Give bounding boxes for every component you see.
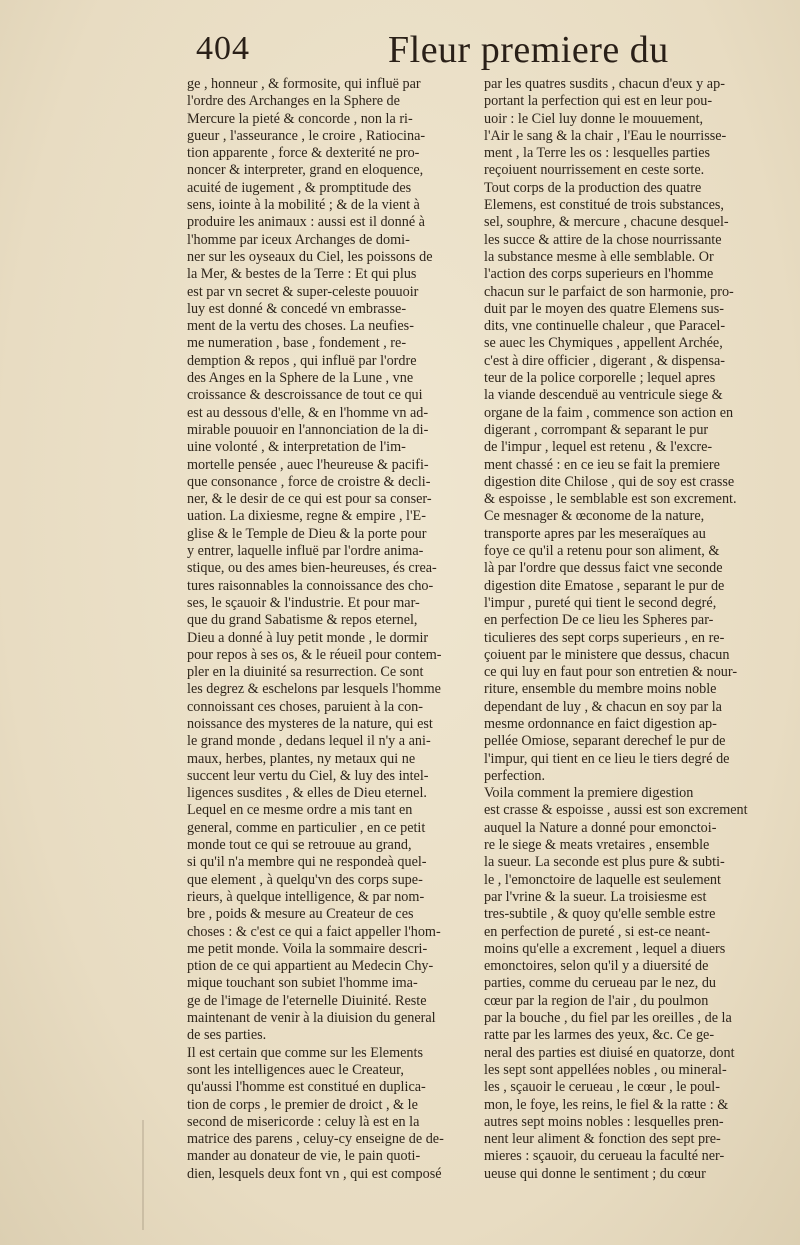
text-line: portant la perfection qui est en leur pou-	[484, 93, 713, 110]
text-line: les degrez & eschelons par lesquels l'homme	[187, 681, 441, 698]
text-line: Mercure la pieté & concorde , non la ri-	[187, 110, 413, 127]
text-line: tres-subtile , & quoy qu'elle semble estre	[484, 906, 716, 923]
text-line: par la bouche , du fiel par les oreilles , de la	[484, 1010, 732, 1027]
text-line: de l'impur , lequel est retenu , & l'excre-	[484, 439, 713, 456]
text-line: Voila comment la premiere digestion	[484, 785, 694, 802]
text-line: dependant de luy , & chacun en soy par la	[484, 698, 722, 715]
text-line: digerant , corrompant & separant le pur	[484, 421, 709, 438]
running-title: Fleur premiere du	[388, 29, 669, 71]
text-line: reçoiuent nourrissement en ceste sorte.	[484, 162, 705, 179]
text-line: ge , honneur , & formosite, qui influë par	[187, 76, 421, 92]
text-line: la sueur. La seconde est plus pure & subti-	[484, 854, 725, 871]
text-line: uation. La dixiesme, regne & empire , l'E-	[187, 508, 426, 525]
text-line: ption de ce qui appartient au Medecin Chy-	[187, 958, 434, 975]
text-line: mander au donateur de vie, le pain quoti-	[187, 1148, 421, 1165]
text-line: l'ordre des Archanges en la Sphere de	[187, 93, 400, 110]
text-line: les succe & attire de la chose nourrissante	[484, 231, 722, 248]
text-line: ment de la vertu des choses. La neufies-	[187, 318, 414, 335]
text-line: parties, comme du cerueau par le nez, du	[484, 975, 717, 992]
text-line: qu'aussi l'homme est constitué en duplica-	[187, 1079, 426, 1096]
text-line: l'impur , pureté qui tient le second degré,	[484, 594, 717, 611]
text-line: autres sept moins nobles : lesquelles pren-	[484, 1113, 724, 1130]
text-line: produire les animaux : aussi est il donné à	[187, 214, 425, 231]
text-line: l'action des corps superieurs en l'homme	[484, 266, 714, 283]
page-header	[0, 28, 800, 72]
text-line: general, comme en particulier , en ce petit	[187, 819, 426, 836]
text-line: est par vn secret & super-celeste pouuoir	[187, 283, 419, 300]
text-line: noncer & interpreter, grand en eloquence,	[187, 162, 424, 179]
text-line: me petit monde. Voila la sommaire descri-	[187, 940, 428, 957]
text-line: matrice des parens , celuy-cy enseigne de de-	[187, 1131, 444, 1148]
text-line: dien, lesquels deux font vn , qui est composé	[187, 1165, 442, 1182]
text-line: uine volonté , & interpretation de l'im-	[187, 439, 406, 456]
text-line: dits, vne continuelle chaleur , que Paracel-	[484, 318, 726, 335]
text-line: mon, le foye, les reins, le fiel & la ratte : &	[484, 1096, 729, 1113]
text-line: neral des parties est diuisé en quatorze, dont	[484, 1044, 735, 1061]
text-line: ment chassé : en ce ieu se fait la premiere	[484, 456, 720, 473]
page-number: 404	[196, 30, 250, 67]
text-line: que consonance , force de croistre & decli-	[187, 473, 431, 490]
text-line: demption & repos , qui influë par l'ordre	[187, 352, 417, 369]
text-line: des Anges en la Sphere de la Lune , vne	[187, 370, 414, 387]
text-line: second de misericorde : celuy là est en la	[187, 1113, 420, 1130]
text-line: ueuse qui donne le sentiment ; du cœur	[484, 1165, 706, 1182]
margin-stain	[140, 1120, 146, 1230]
text-line: Il est certain que comme sur les Elements	[187, 1044, 423, 1061]
text-line: y entrer, laquelle influë par l'ordre anima-	[187, 543, 424, 560]
text-line: riture, ensemble du membre moins noble	[484, 681, 717, 698]
text-line: tion apparente , force & dexterité ne pro-	[187, 145, 420, 162]
text-line: bre , poids & mesure au Createur de ces	[187, 906, 414, 923]
text-line: digestion dite Chilose , qui de soy est crasse	[484, 473, 735, 490]
text-line: mortelle pensée , auec l'heureuse & pacifi-	[187, 456, 429, 473]
text-line: me numeration , base , fondement , re-	[187, 335, 407, 352]
text-line: en perfection De ce lieu les Spheres par-	[484, 612, 714, 629]
text-line: la substance mesme à elle semblable. Or	[484, 248, 714, 265]
text-line: choses : & c'est ce qui a faict appeller l'hom-	[187, 923, 441, 940]
text-line: digestion dite Ematose , separant le pur de	[484, 577, 725, 594]
text-line: là par l'ordre que dessus faict vne seconde	[484, 560, 723, 577]
text-line: & espoisse , le semblable est son excrement.	[484, 491, 737, 508]
text-line: les sept sont appellées nobles , ou mineral-	[484, 1061, 727, 1078]
right-text-column	[484, 76, 766, 1183]
text-line: stique, ou des ames bien-heureuses, és crea-	[187, 560, 437, 577]
text-line: ner sur les oyseaux du Ciel, les poissons de	[187, 248, 433, 265]
text-line: ligences susdites , & elles de Dieu eternel.	[187, 785, 427, 802]
text-line: sel, souphre, & mercure , chacune desquel-	[484, 214, 729, 231]
text-line: glise & le Temple de Dieu & la porte pour	[187, 525, 427, 542]
text-line: Dieu a donné à luy petit monde , le dormir	[187, 629, 429, 646]
text-line: mirable pouuoir en l'annonciation de la di-	[187, 421, 429, 438]
text-line: de ses parties.	[187, 1027, 267, 1044]
text-line: nent leur aliment & fonction des sept pre-	[484, 1131, 721, 1148]
text-line: le , l'emonctoire de laquelle est seulement	[484, 871, 721, 888]
text-line: Tout corps de la production des quatre	[484, 179, 702, 196]
text-line: l'impur, qui tient en ce lieu le tiers degré de	[484, 750, 730, 767]
text-line: foye ce qu'il a retenu pour son aliment, &	[484, 543, 720, 560]
text-line: connoissant ces choses, paruient à la con-	[187, 698, 423, 715]
text-line: mieres : sçauoir, du cerueau la faculté ner-	[484, 1148, 725, 1165]
text-line: la viande descenduë au ventricule siege &	[484, 387, 723, 404]
text-line: çoiuent par le ministere que dessus, chacun	[484, 646, 730, 663]
text-line: re le siege & meats vretaires , ensemble	[484, 837, 710, 854]
text-line: pellée Omiose, separant derechef le pur de	[484, 733, 726, 750]
text-line: mesme ordonnance en faict digestion ap-	[484, 715, 717, 732]
text-line: par l'vrine & la sueur. La troisiesme est	[484, 888, 707, 905]
text-line: les , sçauoir le cerueau , le cœur , le poul-	[484, 1079, 720, 1096]
text-line: ner, & le desir de ce qui est pour sa conser-	[187, 491, 432, 508]
text-line: ses, le sçauoir & l'industrie. Et pour mar-	[187, 594, 420, 611]
text-line: pour repos à ses os, & le réueil pour contem-	[187, 646, 442, 663]
text-line: organe de la faim , commence son action en	[484, 404, 734, 421]
text-line: sont les intelligences auec le Createur,	[187, 1061, 404, 1078]
text-line: rieurs, à quelque intelligence, & par nom-	[187, 888, 425, 905]
text-line: tion de corps , le premier de droict , & le	[187, 1096, 418, 1113]
text-line: que element , à quelqu'vn des corps supe-	[187, 871, 423, 888]
text-line: acuité de iugement , & promptitude des	[187, 179, 412, 196]
text-line: maintenant de venir à la diuision du general	[187, 1010, 436, 1027]
text-line: le grand monde , dedans lequel il n'y a ani-	[187, 733, 431, 750]
text-line: Elemens, est constitué de trois substances,	[484, 197, 724, 214]
text-line: que du grand Sabatisme & repos eternel,	[187, 612, 418, 629]
text-line: perfection.	[484, 767, 546, 784]
text-line: ge de l'image de l'eternelle Diuinité. Reste	[187, 992, 427, 1009]
text-line: luy est donné & concedé vn embrasse-	[187, 300, 407, 317]
text-line: l'homme par iceux Archanges de domi-	[187, 231, 410, 248]
text-line: tures raisonnables la connoissance des cho-	[187, 577, 434, 594]
text-line: duit par le moyen des quatre Elemens sus-	[484, 300, 724, 317]
text-line: noissance des mysteres de la nature, qui est	[187, 715, 433, 732]
text-line: monde tout ce qui se retrouue au grand,	[187, 837, 412, 854]
text-line: auquel la Nature a donné pour emonctoi-	[484, 819, 717, 836]
text-line: cœur par la region de l'air , du poulmon	[484, 992, 709, 1009]
text-line: c'est à dire officier , digerant , & dispensa-	[484, 352, 726, 369]
text-line: si qu'il n'a membre qui ne respondeà quel-	[187, 854, 427, 871]
text-line: uoir : le Ciel luy donne le mouuement,	[484, 110, 704, 127]
text-line: ticulieres des sept corps superieurs , en re-	[484, 629, 725, 646]
text-line: Ce mesnager & œconome de la nature,	[484, 508, 705, 525]
text-line: teur de la police corporelle ; lequel apres	[484, 370, 716, 387]
text-line: ment , la Terre les os : lesquelles parties	[484, 145, 711, 162]
text-line: moins qu'elle a excrement , lequel a diuers	[484, 940, 726, 957]
text-line: emonctoires, selon qu'il y a diuersité de	[484, 958, 709, 975]
text-line: l'Air le sang & la chair , l'Eau le nourrisse-	[484, 127, 727, 144]
text-line: par les quatres susdits , chacun d'eux y ap-	[484, 76, 725, 92]
text-line: la Mer, & bestes de la Terre : Et qui plus	[187, 266, 417, 283]
text-line: en perfection de pureté , si est-ce neant-	[484, 923, 711, 940]
text-line: chacun sur le parfaict de son harmonie, pro-	[484, 283, 734, 300]
text-line: Lequel en ce mesme ordre a mis tant en	[187, 802, 413, 819]
text-line: est au dessous d'elle, & en l'homme vn ad-	[187, 404, 429, 421]
text-line: gueur , l'asseurance , le croire , Ratiocina-	[187, 127, 426, 144]
text-line: mique touchant son subiet l'homme ima-	[187, 975, 418, 992]
text-line: maux, herbes, plantes, ny metaux qui ne	[187, 750, 416, 767]
text-line: ratte par les larmes des yeux, &c. Ce ge-	[484, 1027, 715, 1044]
text-line: ce qui luy en faut pour son entretien & nour-	[484, 664, 738, 681]
text-line: pler en la diuinité sa resurrection. Ce sont	[187, 664, 424, 681]
text-line: se auec les Chymiques , appellent Archée,	[484, 335, 723, 352]
text-line: est crasse & espoisse , aussi est son excrement	[484, 802, 748, 819]
text-line: succent leur vertu du Ciel, & luy des intel-	[187, 767, 429, 784]
text-line: croissance & descroissance de tout ce qui	[187, 387, 423, 404]
text-line: transporte apres par les meseraïques au	[484, 525, 706, 542]
left-text-column	[187, 76, 469, 1183]
text-line: sens, iointe à la mobilité ; & de la vient à	[187, 197, 420, 214]
